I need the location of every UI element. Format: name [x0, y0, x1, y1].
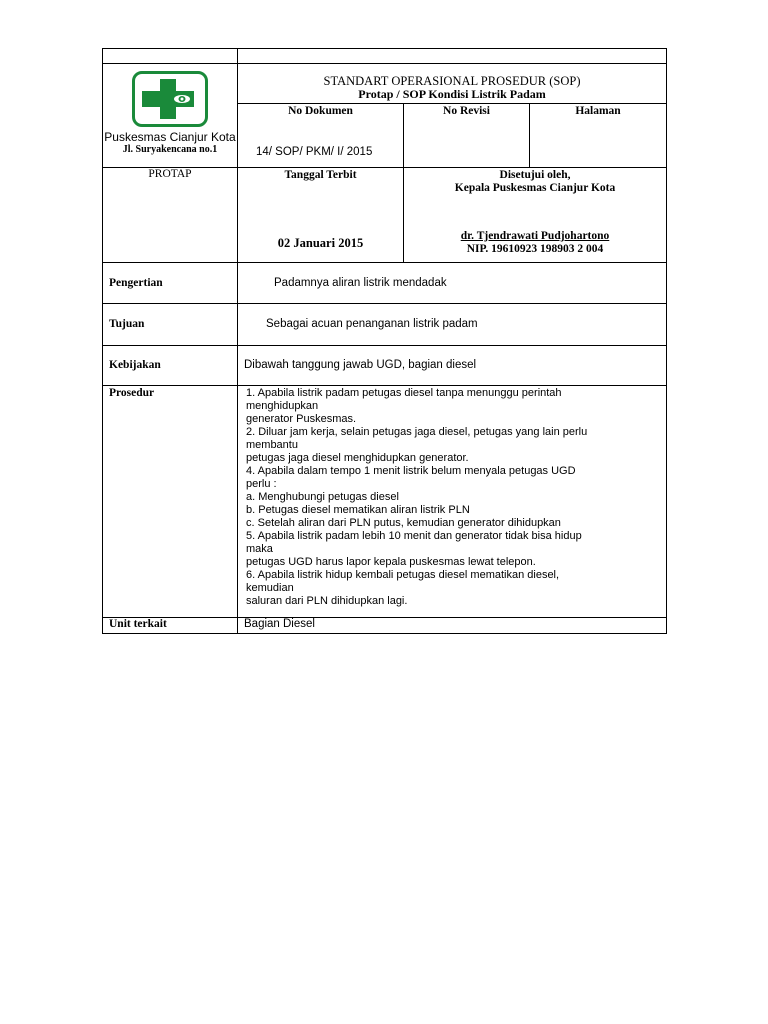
page-title: STANDART OPERASIONAL PROSEDUR (SOP) [323, 74, 581, 88]
protap-row [103, 168, 667, 263]
prosedur-line: a. Menghubungi petugas diesel [246, 491, 399, 503]
prosedur-line: b. Petugas diesel mematikan aliran listrik PLN [246, 504, 470, 516]
kebijakan-label: Kebijakan [103, 346, 238, 386]
org-address: Jl. Suryakencana no.1 [122, 144, 218, 155]
prosedur-line: maka [246, 543, 273, 555]
title-cell [238, 64, 667, 104]
logo-cell [103, 64, 238, 168]
signer-name: dr. Tjendrawati Pudjohartono [460, 230, 610, 242]
pengertian-text: Padamnya aliran listrik mendadak [238, 263, 667, 304]
prosedur-row [103, 386, 667, 618]
prosedur-line: petugas jaga diesel menghidupkan generator. [246, 452, 469, 464]
prosedur-text [238, 386, 667, 618]
health-cross-icon [138, 77, 202, 121]
unit-terkait-label: Unit terkait [103, 618, 238, 634]
pengertian-row [103, 263, 667, 304]
prosedur-line: perlu : [246, 478, 277, 490]
no-dokumen-label: No Dokumen [288, 105, 353, 117]
org-name: Puskesmas Cianjur Kota [104, 130, 236, 144]
prosedur-line: 5. Apabila listrik padam lebih 10 menit dan generator tidak bisa hidup [246, 530, 582, 542]
protap-label: PROTAP [148, 168, 192, 180]
prosedur-line: 6. Apabila listrik hidup kembali petugas diesel mematikan diesel, [246, 569, 560, 581]
prosedur-line: 2. Diluar jam kerja, selain petugas jaga diesel, petugas yang lain perlu [246, 426, 588, 438]
halaman-label: Halaman [575, 105, 621, 117]
no-revisi-label: No Revisi [443, 105, 490, 117]
sop-document [102, 48, 666, 634]
prosedur-line: c. Setelah aliran dari PLN putus, kemudian generator dihidupkan [246, 517, 561, 529]
puskesmas-logo [132, 71, 208, 127]
prosedur-line: menghidupkan [246, 400, 319, 412]
header-row [103, 64, 667, 104]
prosedur-line: kemudian [246, 582, 294, 594]
no-dokumen-value: 14/ SOP/ PKM/ I/ 2015 [256, 146, 373, 158]
prosedur-line: membantu [246, 439, 298, 451]
prosedur-line: 4. Apabila dalam tempo 1 menit listrik belum menyala petugas UGD [246, 465, 576, 477]
unit-terkait-row [103, 618, 667, 634]
top-blank-row [103, 49, 667, 64]
approval-label: Disetujui oleh, [499, 169, 571, 181]
tujuan-label: Tujuan [103, 304, 238, 346]
kebijakan-row [103, 346, 667, 386]
tanggal-cell [238, 168, 404, 263]
tanggal-value: 02 Januari 2015 [277, 236, 364, 250]
prosedur-line: saluran dari PLN dihidupkan lagi. [246, 595, 408, 607]
no-dokumen-cell [238, 104, 404, 168]
halaman-cell [530, 104, 667, 168]
prosedur-label: Prosedur [103, 386, 238, 618]
prosedur-line: 1. Apabila listrik padam petugas diesel tanpa menunggu perintah [246, 387, 562, 399]
no-revisi-cell [404, 104, 530, 168]
unit-terkait-text: Bagian Diesel [238, 618, 667, 634]
signer-nip: NIP. 19610923 198903 2 004 [466, 243, 604, 255]
kebijakan-text: Dibawah tanggung jawab UGD, bagian diesel [238, 346, 667, 386]
tujuan-row [103, 304, 667, 346]
tanggal-label: Tanggal Terbit [284, 169, 357, 181]
prosedur-line: generator Puskesmas. [246, 413, 357, 425]
sop-table [102, 48, 667, 634]
page-subtitle: Protap / SOP Kondisi Listrik Padam [358, 87, 546, 101]
approval-title: Kepala Puskesmas Cianjur Kota [454, 182, 616, 194]
tujuan-text: Sebagai acuan penanganan listrik padam [238, 304, 667, 346]
pengertian-label: Pengertian [103, 263, 238, 304]
prosedur-line: petugas UGD harus lapor kepala puskesmas lewat telepon. [246, 556, 536, 568]
protap-cell [103, 168, 238, 263]
approval-cell [404, 168, 667, 263]
